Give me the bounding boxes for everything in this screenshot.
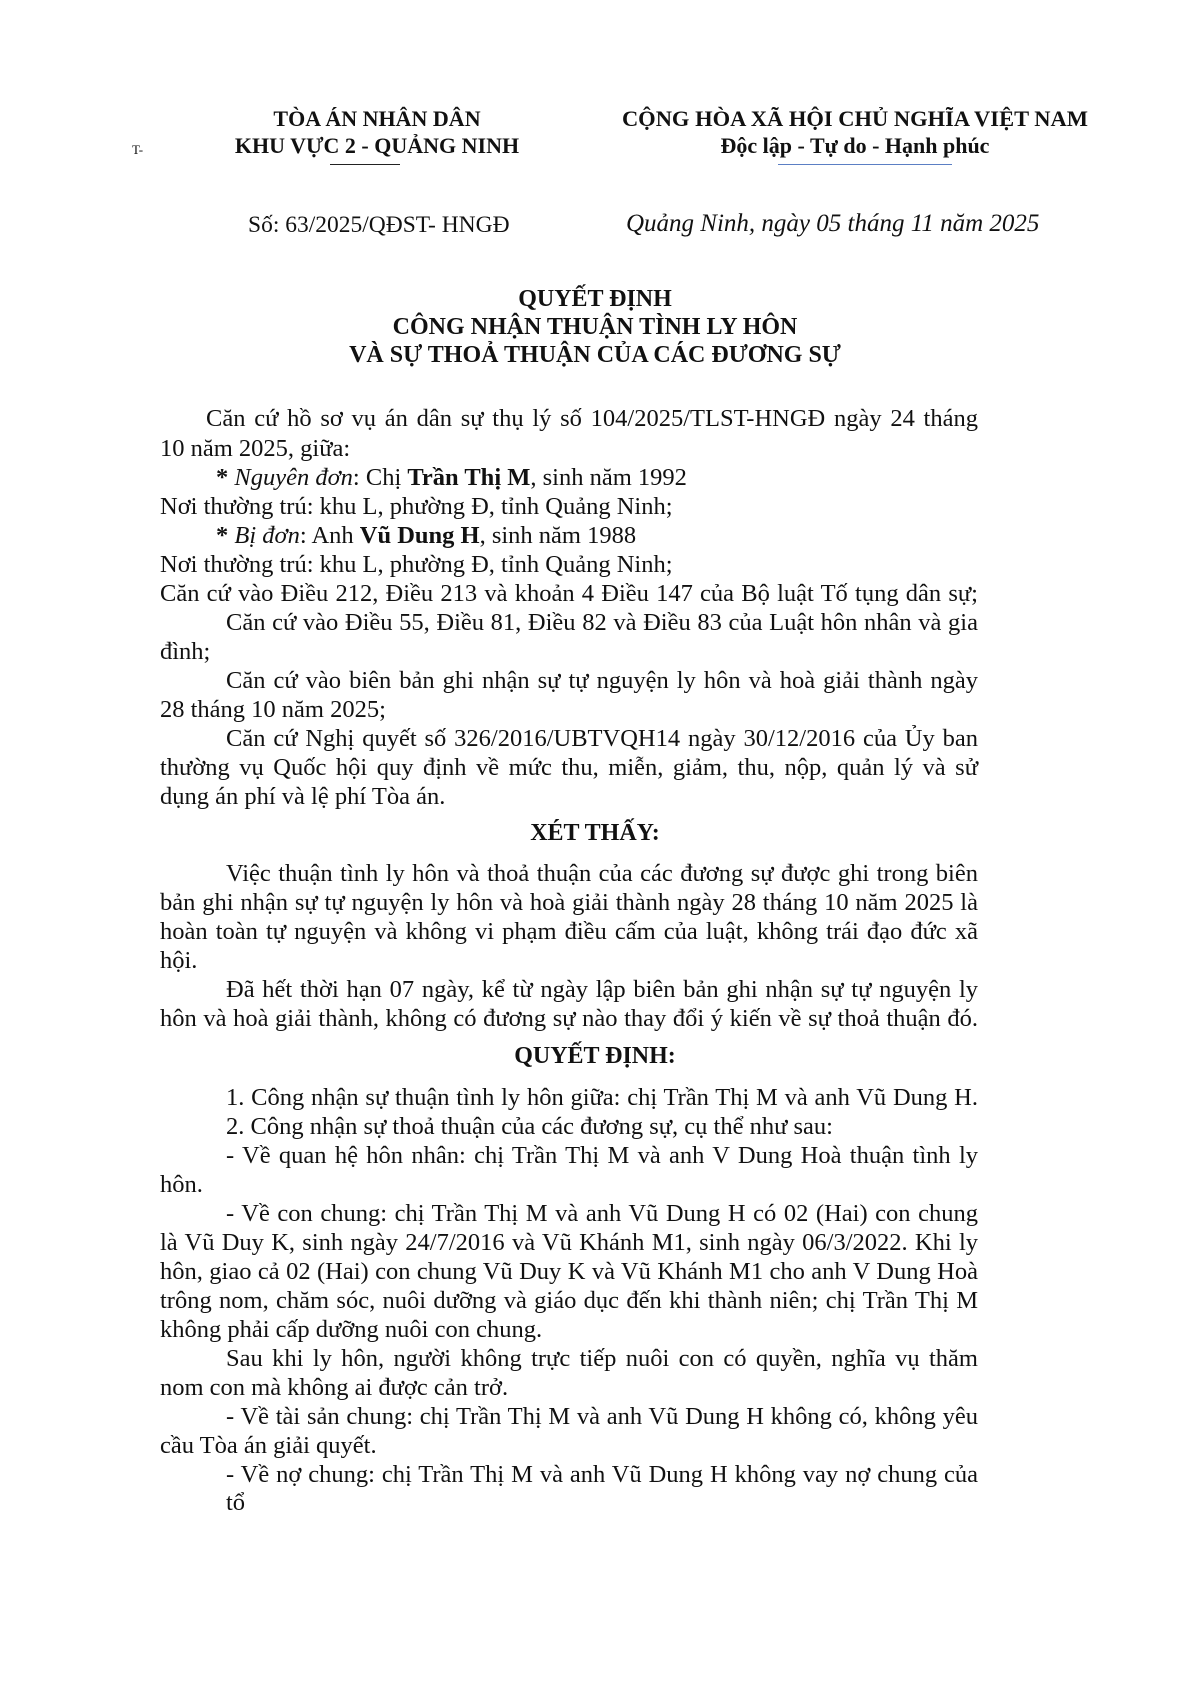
basis-p5-line3: dụng án phí và lệ phí Tòa án. [160,783,446,810]
motto-underline [778,164,952,165]
decision-children-line1: - Về con chung: chị Trần Thị M và anh Vũ Dung H có 02 (Hai) con chung [226,1200,978,1227]
findings-p1-line2: bản ghi nhận sự tự nguyện ly hôn và hoà giải thành ngày 28 tháng 10 năm 2025 là [160,889,978,916]
defendant-star: * [216,522,235,549]
title-line3: VÀ SỰ THOẢ THUẬN CỦA CÁC ĐƯƠNG SỰ [349,342,841,368]
title-line2: CÔNG NHẬN THUẬN TÌNH LY HÔN [392,314,798,340]
decision-children-line4: trông nom, chăm sóc, nuôi dưỡng và giáo dục đến khi thành niên; chị Trần Thị M [160,1287,978,1314]
court-name-line2: KHU VỰC 2 - QUẢNG NINH [234,133,520,158]
place-date: Quảng Ninh, ngày 05 tháng 11 năm 2025 [626,210,1040,237]
nation-title: CỘNG HÒA XÃ HỘI CHỦ NGHĨA VIỆT NAM [621,106,1089,131]
decision-item1: 1. Công nhận sự thuận tình ly hôn giữa: chị Trần Thị M và anh Vũ Dung H. [226,1084,978,1111]
basis-p1-line2: 10 năm 2025, giữa: [160,435,351,462]
defendant-line [216,522,636,550]
decision-heading: QUYẾT ĐỊNH: [514,1043,676,1069]
findings-p1-line1: Việc thuận tình ly hôn và thoả thuận của các đương sự được ghi trong biên [226,860,978,887]
basis-p3-line2: đình; [160,638,211,665]
defendant-role: Bị đơn [234,522,300,549]
findings-p2-line2: hôn và hoà giải thành, không có đương sự nào thay đổi ý kiến về sự thoả thuận đó. [160,1005,978,1032]
basis-p5-line2: thường vụ Quốc hội quy định về mức thu, miễn, giảm, thu, nộp, quản lý và sử [160,754,978,781]
basis-p3-line1: Căn cứ vào Điều 55, Điều 81, Điều 82 và Điều 83 của Luật hôn nhân và gia [226,609,978,636]
nation-motto: Độc lập - Tự do - Hạnh phúc [720,133,990,158]
plaintiff-pre: : Chị [352,464,408,491]
decision-marriage-line1: - Về quan hệ hôn nhân: chị Trần Thị M và anh V Dung Hoà thuận tình ly [226,1142,978,1169]
basis-p1-line1: Căn cứ hồ sơ vụ án dân sự thụ lý số 104/2025/TLST-HNGĐ ngày 24 tháng [206,405,978,432]
plaintiff-star: * [216,464,235,491]
plaintiff-role: Nguyên đơn [234,464,353,491]
plaintiff-name: Trần Thị M [407,464,531,491]
court-name-line1: TÒA ÁN NHÂN DÂN [273,106,481,131]
findings-p1-line3: hoàn toàn tự nguyện và không vi phạm điều cấm của luật, không trái đạo đức xã [160,918,978,945]
decision-property-line2: cầu Tòa án giải quyết. [160,1432,377,1459]
decision-marriage-line2: hôn. [160,1171,203,1198]
findings-p1-line4: hội. [160,947,198,974]
page-mark: T- [132,142,144,157]
decision-children-line2: là Vũ Duy K, sinh ngày 24/7/2016 và Vũ Khánh M1, sinh ngày 06/3/2022. Khi ly [160,1229,978,1256]
decision-visitation-line1: Sau khi ly hôn, người không trực tiếp nuôi con có quyền, nghĩa vụ thăm [226,1345,978,1372]
basis-p4-line1: Căn cứ vào biên bản ghi nhận sự tự nguyện ly hôn và hoà giải thành ngày [226,667,978,694]
court-underline [330,164,400,165]
decision-children-line5: không phải cấp dưỡng nuôi con chung. [160,1316,543,1343]
basis-p4-line2: 28 tháng 10 năm 2025; [160,696,386,723]
defendant-post: , sinh năm 1988 [479,522,637,549]
defendant-address: Nơi thường trú: khu L, phường Đ, tỉnh Quảng Ninh; [160,551,673,578]
decision-visitation-line2: nom con mà không ai được cản trở. [160,1374,509,1401]
plaintiff-post: , sinh năm 1992 [530,464,687,491]
plaintiff-address: Nơi thường trú: khu L, phường Đ, tỉnh Quảng Ninh; [160,493,673,520]
findings-heading: XÉT THẤY: [530,820,660,846]
decision-item2: 2. Công nhận sự thoả thuận của các đương sự, cụ thể như sau: [226,1113,833,1140]
document-number: Số: 63/2025/QĐST- HNGĐ [248,212,510,238]
decision-property-line1: - Về tài sản chung: chị Trần Thị M và anh Vũ Dung H không có, không yêu [226,1403,978,1430]
basis-p5-line1: Căn cứ Nghị quyết số 326/2016/UBTVQH14 ngày 30/12/2016 của Ủy ban [226,725,978,752]
basis-p2: Căn cứ vào Điều 212, Điều 213 và khoản 4 Điều 147 của Bộ luật Tố tụng dân sự; [160,580,978,607]
findings-p2-line1: Đã hết thời hạn 07 ngày, kể từ ngày lập biên bản ghi nhận sự tự nguyện ly [226,976,978,1003]
title-line1: QUYẾT ĐỊNH [518,286,672,312]
decision-debt-line1: - Về nợ chung: chị Trần Thị M và anh Vũ Dung H không vay nợ chung của tổ [226,1461,978,1516]
defendant-pre: : Anh [299,522,360,549]
defendant-name: Vũ Dung H [359,522,480,549]
decision-children-line3: hôn, giao cả 02 (Hai) con chung Vũ Duy K và Vũ Khánh M1 cho anh V Dung Hoà [160,1258,978,1285]
plaintiff-line [216,464,687,492]
